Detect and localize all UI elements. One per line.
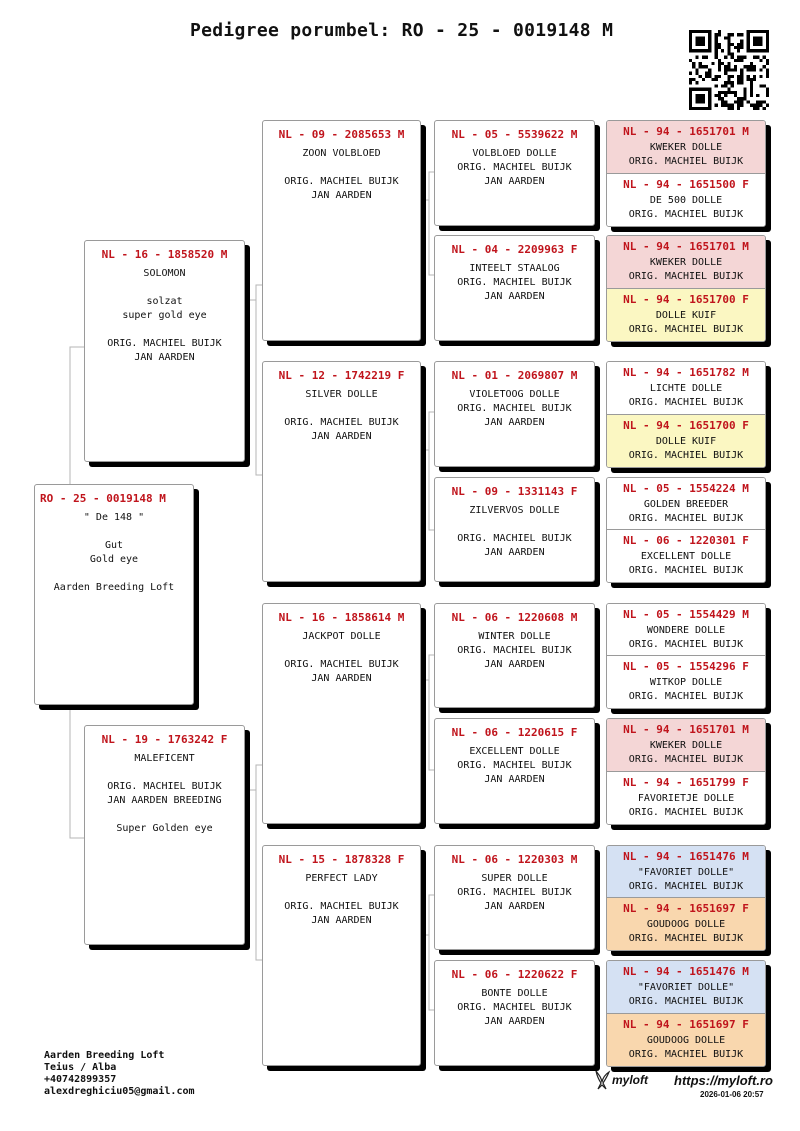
ring-code: NL - 94 - 1651701 M xyxy=(623,240,749,253)
pigeon-name: VIOLETOOG DOLLE xyxy=(469,389,560,400)
dam-line: MALEFICENT xyxy=(134,753,195,764)
ancestor-card[interactable] xyxy=(607,961,765,1014)
info-line: JAN AARDEN xyxy=(484,417,545,428)
dam-line: Super Golden eye xyxy=(116,823,213,834)
info-line: ORIG. MACHIEL BUIJK xyxy=(628,323,744,335)
subject-line: Aarden Breeding Loft xyxy=(53,582,175,593)
ancestor-card[interactable] xyxy=(607,772,765,825)
breeder-phone[interactable]: +40742899357 xyxy=(44,1074,117,1085)
info-line: ORIG. MACHIEL BUIJK xyxy=(628,397,744,408)
info-line: JAN AARDEN xyxy=(311,190,372,201)
sire-line xyxy=(85,281,244,295)
ring-code: NL - 94 - 1651697 F xyxy=(623,1017,749,1031)
sire-line xyxy=(85,323,244,337)
sire-line: solzat xyxy=(146,296,183,307)
great-grandparent-card[interactable] xyxy=(434,960,595,1066)
great-grandparent-card[interactable] xyxy=(434,603,595,708)
info-line: JAN AARDEN xyxy=(484,291,545,302)
ancestor-card[interactable] xyxy=(607,289,765,342)
sire-line: SOLOMON xyxy=(143,268,186,279)
pigeon-name: WONDERE DOLLE xyxy=(646,625,726,636)
ring-code: NL - 06 - 1220608 M xyxy=(451,611,578,624)
info-line xyxy=(263,161,420,175)
pigeon-name: DOLLE KUIF xyxy=(655,435,717,447)
dam-ring-code: NL - 19 - 1763242 F xyxy=(101,733,228,746)
info-line: ORIG. MACHIEL BUIJK xyxy=(457,1002,572,1013)
sire-line: JAN AARDEN xyxy=(134,352,195,363)
great-grandparent-card[interactable] xyxy=(434,477,595,582)
ring-code: NL - 06 - 1220622 F xyxy=(451,968,578,981)
dam-line: JAN AARDEN BREEDING xyxy=(107,795,222,806)
great-grandparent-card[interactable] xyxy=(434,718,595,824)
ring-code: NL - 05 - 1554429 M xyxy=(623,608,749,621)
pigeon-name: GOUDOOG DOLLE xyxy=(646,1034,726,1046)
ancestor-card[interactable] xyxy=(607,121,765,174)
great-grandparent-card[interactable] xyxy=(434,845,595,950)
ancestor-pair xyxy=(606,960,766,1067)
sire-ring-code: NL - 16 - 1858520 M xyxy=(101,248,228,261)
info-line: JAN AARDEN xyxy=(311,915,372,926)
great-grandparent-card[interactable] xyxy=(434,235,595,341)
pigeon-name: EXCELLENT DOLLE xyxy=(640,551,732,562)
info-line: ORIG. MACHIEL BUIJK xyxy=(628,933,744,944)
info-line xyxy=(435,518,594,532)
ring-code: NL - 94 - 1651476 M xyxy=(623,965,749,978)
subject-card[interactable] xyxy=(34,484,194,705)
ancestor-card[interactable] xyxy=(607,846,765,898)
info-line: JAN AARDEN xyxy=(484,1016,545,1027)
subject-line: Gold eye xyxy=(89,554,139,565)
info-line: JAN AARDEN xyxy=(311,431,372,442)
ring-code: NL - 01 - 2069807 M xyxy=(451,369,578,382)
myloft-logo: myloft xyxy=(612,1073,648,1087)
ring-code: NL - 12 - 1742219 F xyxy=(278,369,405,382)
info-line: ORIG. MACHIEL BUIJK xyxy=(457,645,572,656)
ancestor-card[interactable] xyxy=(607,415,765,468)
info-line xyxy=(263,402,420,416)
pigeon-name: SUPER DOLLE xyxy=(481,873,548,884)
info-line: ORIG. MACHIEL BUIJK xyxy=(628,639,744,650)
ring-code: NL - 09 - 2085653 M xyxy=(278,128,405,141)
subject-line xyxy=(35,567,193,581)
ring-code: NL - 05 - 5539622 M xyxy=(451,128,578,141)
info-line: ORIG. MACHIEL BUIJK xyxy=(628,565,744,576)
info-line: ORIG. MACHIEL BUIJK xyxy=(628,449,744,461)
ring-code: NL - 05 - 1554224 M xyxy=(623,482,749,495)
ancestor-card[interactable] xyxy=(607,656,765,708)
subject-line xyxy=(35,525,193,539)
pigeon-name: WITKOP DOLLE xyxy=(649,677,723,688)
pigeon-name: WINTER DOLLE xyxy=(478,631,551,642)
pigeon-name: ZOON VOLBLOED xyxy=(302,148,381,159)
ring-code: NL - 94 - 1651701 M xyxy=(623,723,749,736)
ring-code: NL - 94 - 1651500 F xyxy=(623,177,749,191)
great-grandparent-card[interactable] xyxy=(434,120,595,226)
subject-line: " De 148 " xyxy=(83,512,145,523)
grandparent-card[interactable] xyxy=(262,361,421,582)
pigeon-name: "FAVORIET DOLLE" xyxy=(637,867,735,878)
pigeon-name: PERFECT LADY xyxy=(305,873,378,884)
ancestor-card[interactable] xyxy=(607,719,765,772)
info-line: ORIG. MACHIEL BUIJK xyxy=(457,887,572,898)
info-line: JAN AARDEN xyxy=(484,659,545,670)
ring-code: NL - 94 - 1651799 F xyxy=(623,775,749,789)
info-line: ORIG. MACHIEL BUIJK xyxy=(628,513,744,524)
ancestor-pair xyxy=(606,718,766,825)
info-line xyxy=(263,886,420,900)
ring-code: NL - 04 - 2209963 F xyxy=(451,243,578,256)
ancestor-card[interactable] xyxy=(607,362,765,415)
pigeon-name: LICHTE DOLLE xyxy=(649,383,723,394)
breeder-name: Aarden Breeding Loft xyxy=(44,1050,165,1061)
dam-line xyxy=(85,766,244,780)
ring-code: NL - 06 - 1220303 M xyxy=(451,853,578,866)
info-line: ORIG. MACHIEL BUIJK xyxy=(628,1048,744,1060)
ring-code: NL - 94 - 1651782 M xyxy=(623,366,749,379)
ancestor-card[interactable] xyxy=(607,478,765,530)
pigeon-name: KWEKER DOLLE xyxy=(649,740,723,751)
info-line: ORIG. MACHIEL BUIJK xyxy=(284,901,399,912)
ring-code: NL - 94 - 1651476 M xyxy=(623,850,749,863)
ancestor-pair xyxy=(606,235,766,342)
ring-code: NL - 94 - 1651701 M xyxy=(623,125,749,138)
pigeon-name: "FAVORIET DOLLE" xyxy=(637,982,735,993)
myloft-bird-icon xyxy=(593,1069,611,1091)
ring-code: NL - 09 - 1331143 F xyxy=(451,485,578,498)
ancestor-pair xyxy=(606,603,766,709)
info-line: JAN AARDEN xyxy=(311,673,372,684)
info-line: ORIG. MACHIEL BUIJK xyxy=(628,691,744,702)
grandparent-card[interactable] xyxy=(262,120,421,341)
ancestor-card[interactable] xyxy=(607,1014,765,1067)
subject-ring-code: RO - 25 - 0019148 M xyxy=(40,492,166,505)
info-line xyxy=(263,644,420,658)
great-grandparent-card[interactable] xyxy=(434,361,595,467)
info-line: ORIG. MACHIEL BUIJK xyxy=(457,760,572,771)
myloft-link[interactable]: https://myloft.ro xyxy=(674,1073,773,1088)
info-line: JAN AARDEN xyxy=(484,176,545,187)
ancestor-card[interactable] xyxy=(607,604,765,656)
info-line: ORIG. MACHIEL BUIJK xyxy=(628,156,744,167)
sire-card[interactable] xyxy=(84,240,245,462)
pigeon-name: DOLLE KUIF xyxy=(655,309,717,321)
breeder-location: Teius / Alba xyxy=(44,1062,117,1073)
breeder-contact xyxy=(44,1050,195,1098)
breeder-email[interactable]: alexdreghiciu05@gmail.com xyxy=(44,1086,195,1097)
ancestor-pair xyxy=(606,477,766,583)
page-title: Pedigree porumbel: RO - 25 - 0019148 M xyxy=(190,20,614,41)
pigeon-name: VOLBLOED DOLLE xyxy=(472,148,557,159)
info-line: ORIG. MACHIEL BUIJK xyxy=(628,754,744,765)
grandparent-card[interactable] xyxy=(262,845,421,1066)
dam-card[interactable] xyxy=(84,725,245,945)
ring-code: NL - 06 - 1220615 F xyxy=(451,726,578,739)
dam-line: ORIG. MACHIEL BUIJK xyxy=(107,781,222,792)
ring-code: NL - 06 - 1220301 F xyxy=(623,534,749,547)
info-line: JAN AARDEN xyxy=(484,774,545,785)
pigeon-name: KWEKER DOLLE xyxy=(649,257,723,268)
info-line: ORIG. MACHIEL BUIJK xyxy=(628,996,744,1007)
pigeon-name: SILVER DOLLE xyxy=(305,389,378,400)
ring-code: NL - 16 - 1858614 M xyxy=(278,611,405,624)
info-line: JAN AARDEN xyxy=(484,547,545,558)
info-line: ORIG. MACHIEL BUIJK xyxy=(457,162,572,173)
info-line: ORIG. MACHIEL BUIJK xyxy=(284,417,399,428)
ancestor-card[interactable] xyxy=(607,174,765,227)
info-line: ORIG. MACHIEL BUIJK xyxy=(457,403,572,414)
info-line: ORIG. MACHIEL BUIJK xyxy=(457,277,572,288)
dam-line xyxy=(85,808,244,822)
generated-timestamp: 2026-01-06 20:57 xyxy=(700,1090,764,1099)
pigeon-name: INTEELT STAALOG xyxy=(469,263,560,274)
ancestor-pair xyxy=(606,845,766,951)
sire-line: super gold eye xyxy=(122,310,207,321)
info-line: ORIG. MACHIEL BUIJK xyxy=(284,659,399,670)
info-line: ORIG. MACHIEL BUIJK xyxy=(457,533,572,544)
ring-code: NL - 94 - 1651700 F xyxy=(623,418,749,432)
sire-line: ORIG. MACHIEL BUIJK xyxy=(107,338,222,349)
ancestor-card[interactable] xyxy=(607,236,765,289)
ring-code: NL - 94 - 1651700 F xyxy=(623,292,749,306)
pigeon-name: GOLDEN BREEDER xyxy=(643,499,729,510)
grandparent-card[interactable] xyxy=(262,603,421,824)
pigeon-name: GOUDOOG DOLLE xyxy=(646,919,726,930)
ring-code: NL - 05 - 1554296 F xyxy=(623,660,749,673)
pigeon-name: FAVORIETJE DOLLE xyxy=(637,792,735,804)
info-line: ORIG. MACHIEL BUIJK xyxy=(284,176,399,187)
pigeon-name: KWEKER DOLLE xyxy=(649,142,723,153)
pigeon-name: EXCELLENT DOLLE xyxy=(469,746,560,757)
info-line: ORIG. MACHIEL BUIJK xyxy=(628,881,744,892)
info-line: ORIG. MACHIEL BUIJK xyxy=(628,806,744,818)
ring-code: NL - 94 - 1651697 F xyxy=(623,902,749,915)
ring-code: NL - 15 - 1878328 F xyxy=(278,853,405,866)
pigeon-name: BONTE DOLLE xyxy=(481,988,548,999)
ancestor-card[interactable] xyxy=(607,898,765,950)
subject-line: Gut xyxy=(104,540,124,551)
pigeon-name: DE 500 DOLLE xyxy=(649,194,723,206)
ancestor-card[interactable] xyxy=(607,530,765,582)
pigeon-name: ZILVERVOS DOLLE xyxy=(469,505,560,516)
info-line: JAN AARDEN xyxy=(484,901,545,912)
ancestor-pair xyxy=(606,361,766,468)
pigeon-name: JACKPOT DOLLE xyxy=(302,631,381,642)
ancestor-pair xyxy=(606,120,766,227)
info-line: ORIG. MACHIEL BUIJK xyxy=(628,271,744,282)
info-line: ORIG. MACHIEL BUIJK xyxy=(628,208,744,220)
